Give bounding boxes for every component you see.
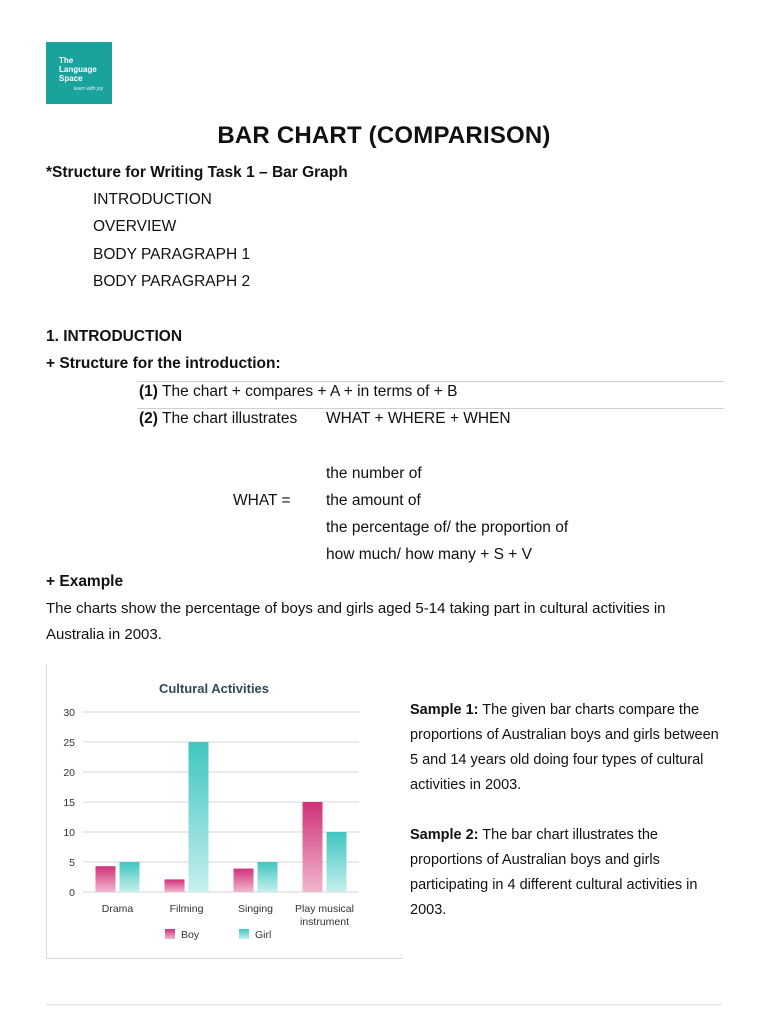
legend-label: Girl	[255, 929, 272, 941]
bar-boy	[165, 879, 185, 892]
what-option: the amount of	[326, 492, 421, 509]
bar-girl	[120, 862, 140, 892]
y-tick-label: 25	[63, 737, 75, 749]
x-tick-label: instrument	[299, 916, 350, 928]
y-tick-label: 10	[63, 827, 75, 839]
logo-line: Language	[59, 65, 97, 74]
sample-label: Sample 1:	[410, 702, 479, 718]
sample-2	[410, 823, 730, 923]
y-tick-label: 20	[63, 767, 75, 779]
what-option: how much/ how many + S + V	[326, 546, 532, 563]
what-option: the percentage of/ the proportion of	[326, 519, 569, 536]
structure-item: BODY PARAGRAPH 2	[93, 273, 251, 290]
y-tick-label: 30	[63, 707, 75, 719]
bar-girl	[189, 742, 209, 892]
logo-line: The	[59, 56, 74, 65]
structure-item: INTRODUCTION	[93, 191, 212, 208]
logo-text	[59, 56, 97, 83]
page-title: BAR CHART (COMPARISON)	[217, 122, 551, 149]
formula-number: (2)	[139, 410, 158, 427]
formula-text: The chart illustrates	[157, 410, 298, 427]
x-tick-label: Filming	[169, 903, 204, 915]
table-rule	[137, 381, 724, 382]
what-label: WHAT =	[233, 492, 291, 509]
y-tick-label: 0	[69, 887, 75, 899]
formula-2	[139, 410, 297, 428]
y-tick-label: 15	[63, 797, 75, 809]
formula-number: (1)	[139, 383, 158, 400]
bar-boy	[303, 802, 323, 892]
footer-divider	[46, 1004, 722, 1005]
bar-girl	[327, 832, 347, 892]
sample-text: The given bar charts compare the proportions of Australian boys and girls between 5 and 14 years old doing four types of cultural activities in 2003.	[410, 702, 719, 793]
legend-swatch	[165, 929, 175, 939]
sample-1	[410, 698, 730, 798]
chart-title: Cultural Activities	[158, 681, 270, 696]
x-tick-label: Drama	[101, 903, 134, 915]
legend-swatch	[239, 929, 249, 939]
structure-item: BODY PARAGRAPH 1	[93, 246, 251, 263]
bar-boy	[96, 866, 116, 892]
formula-1	[139, 383, 458, 401]
sample-text: The bar chart illustrates the proportions of Australian boys and girls participating in 4 different cultural activities in 2003.	[410, 827, 698, 918]
example-heading: + Example	[46, 573, 124, 590]
example-text: The charts show the percentage of boys and girls aged 5-14 taking part in cultural activities in Australia in 2003.	[46, 600, 666, 643]
structure-item: OVERVIEW	[93, 218, 177, 235]
formula-2-tail: WHAT + WHERE + WHEN	[326, 410, 511, 427]
section-heading: 1. INTRODUCTION	[46, 328, 183, 345]
what-option: the number of	[326, 465, 422, 482]
bar-girl	[258, 862, 278, 892]
structure-heading: *Structure for Writing Task 1 – Bar Graph	[46, 164, 348, 181]
logo	[46, 42, 112, 104]
logo-tagline: learn with joy	[74, 86, 104, 92]
bar-chart	[47, 664, 403, 958]
y-tick-label: 5	[69, 857, 75, 869]
logo-line: Space	[59, 74, 83, 83]
intro-structure-heading: + Structure for the introduction:	[46, 355, 281, 372]
legend-label: Boy	[181, 929, 200, 941]
sample-label: Sample 2:	[410, 827, 479, 843]
chart-frame	[46, 664, 403, 959]
bar-boy	[234, 869, 254, 892]
x-tick-label: Singing	[237, 903, 274, 915]
x-tick-label: Play musical	[295, 903, 354, 915]
table-rule	[137, 408, 724, 409]
formula-text: The chart + compares + A + in terms of + B	[157, 383, 458, 400]
